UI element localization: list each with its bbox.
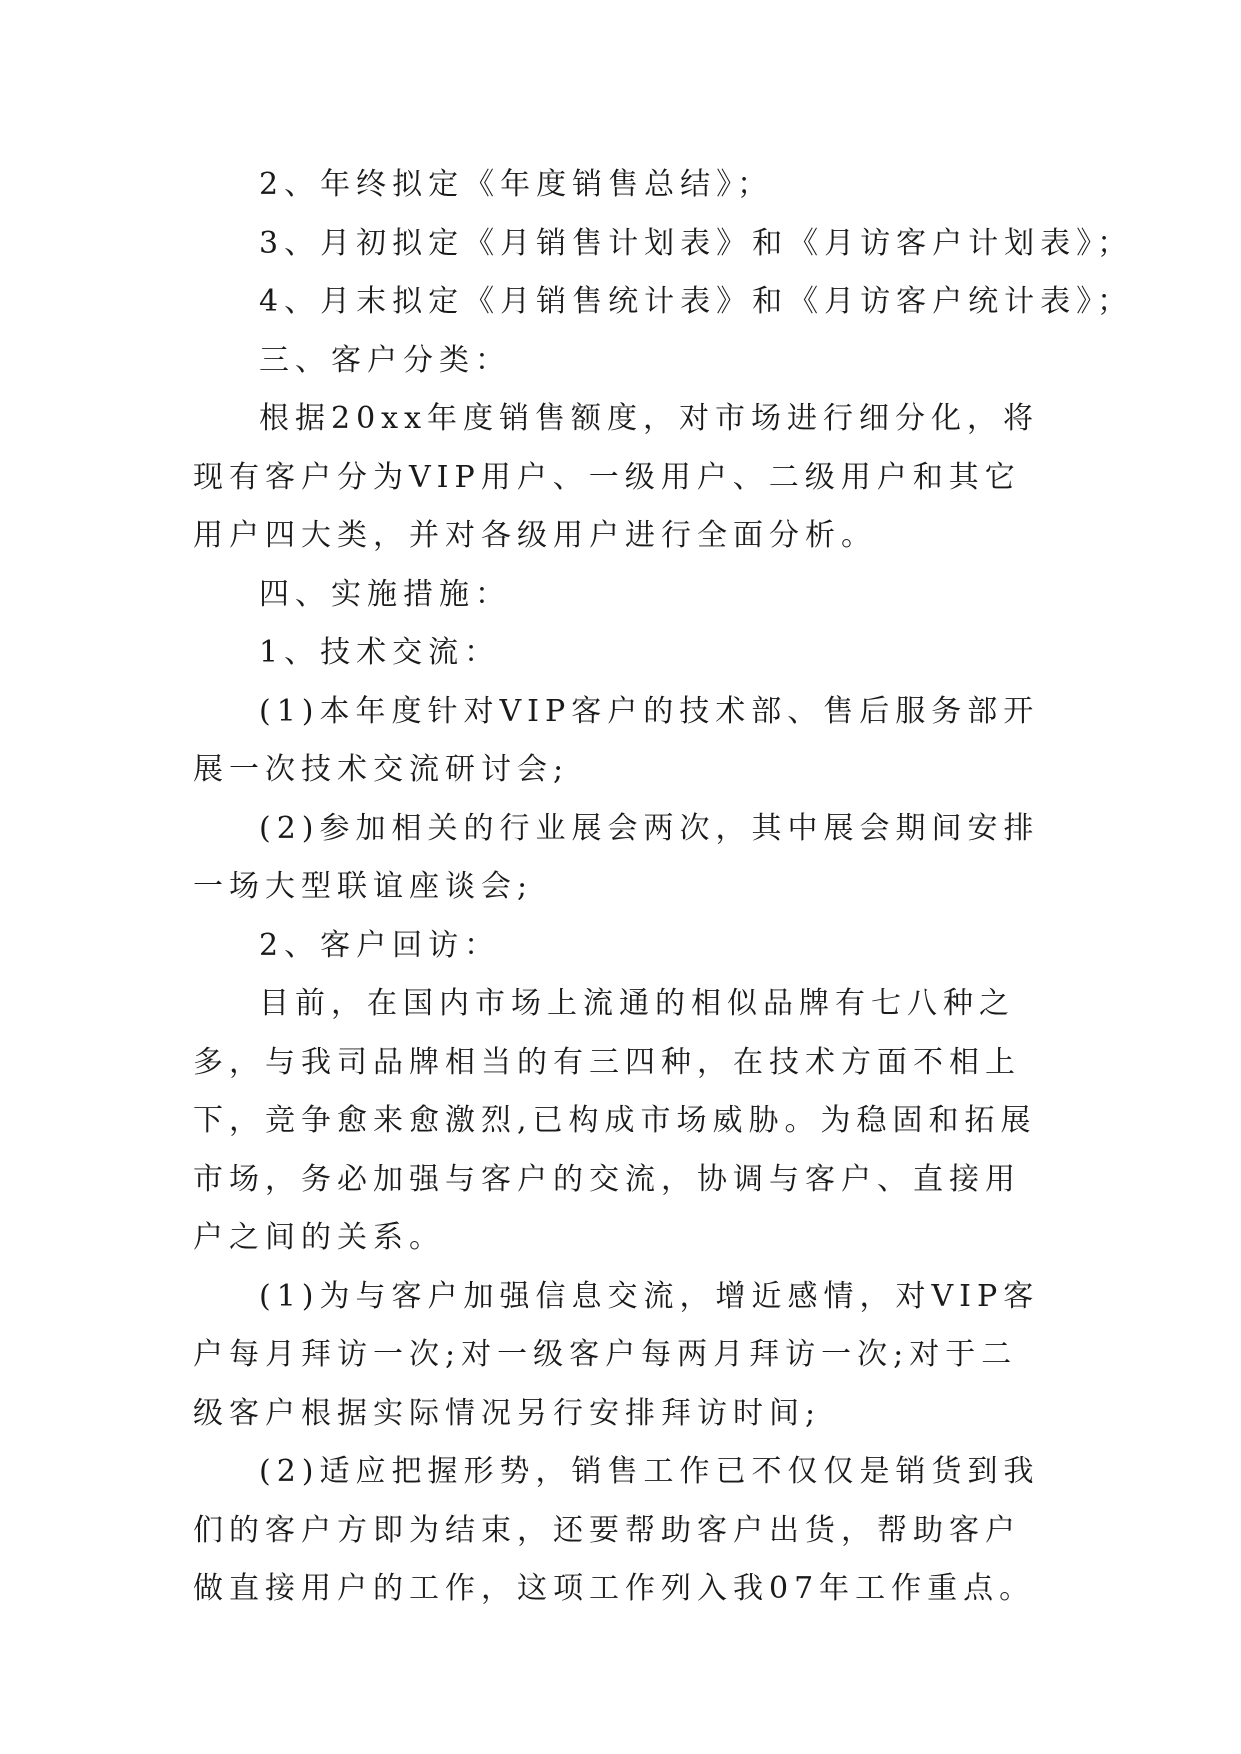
- document-body: [193, 156, 1134, 1619]
- paragraph-market-competition: 目前，在国内市场上流通的相似品牌有七八种之多，与我司品牌相当的有三四种，在技术方面不相上下，竞争愈来愈激烈,已构成市场威胁。为稳固和拓展市场，务必加强与客户的交流，协调与客户、直接用户之间的关系。: [193, 986, 1037, 1255]
- heading-customer-classification: 三、客户分类：: [259, 342, 511, 378]
- paragraph-industry-exhibitions: (2)参加相关的行业展会两次，其中展会期间安排一场大型联谊座谈会;: [193, 810, 1040, 904]
- paragraph-customer-classification: 根据20xx年度销售额度，对市场进行细分化，将现有客户分为VIP用户、一级用户、二级用户和其它用户四大类，并对各级用户进行全面分析。: [193, 401, 1040, 553]
- paragraph-technical-seminar: (1)本年度针对VIP客户的技术部、售后服务部开展一次技术交流研讨会;: [193, 693, 1040, 787]
- paragraph-month-end-stats: 4、月末拟定《月销售统计表》和《月访客户统计表》；: [259, 284, 1134, 319]
- heading-implementation-measures: 四、实施措施：: [259, 576, 511, 612]
- heading-customer-visits: 2、客户回访：: [259, 927, 501, 963]
- paragraph-month-start-plan: 3、月初拟定《月销售计划表》和《月访客户计划表》；: [259, 225, 1134, 261]
- paragraph-visit-frequency: (1)为与客户加强信息交流，增近感情，对VIP客户每月拜访一次;对一级客户每两月拜访一次;对于二级客户根据实际情况另行安排拜访时间;: [193, 1278, 1040, 1431]
- paragraph-sales-work-focus: (2)适应把握形势，销售工作已不仅仅是销货到我们的客户方即为结束，还要帮助客户出货，帮助客户做直接用户的工作，这项工作列入我07年工作重点。: [193, 1454, 1040, 1606]
- heading-technical-exchange: 1、技术交流：: [259, 635, 501, 670]
- paragraph-year-end-summary: 2、年终拟定《年度销售总结》；: [259, 167, 774, 202]
